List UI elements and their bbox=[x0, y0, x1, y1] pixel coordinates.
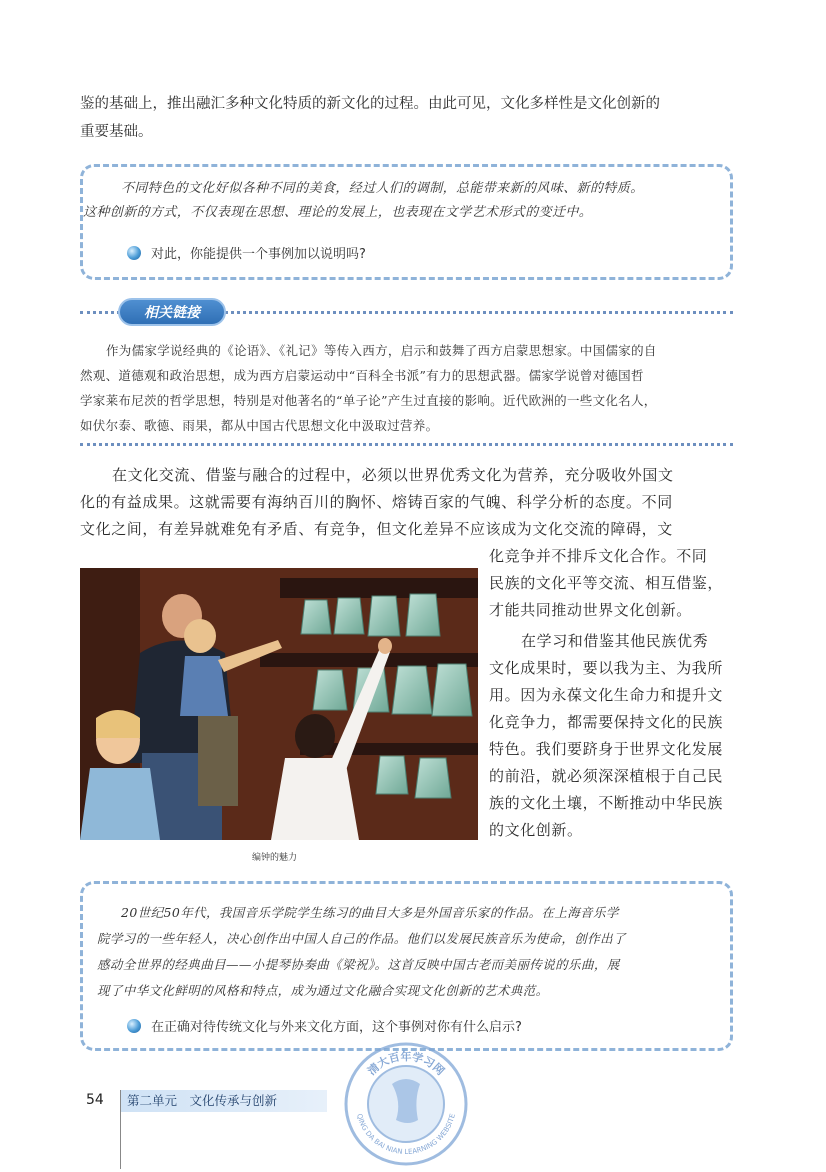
box1-question-text: 对此，你能提供一个事例加以说明吗? bbox=[151, 247, 366, 262]
related-link-bottom-rule bbox=[80, 443, 733, 446]
box2-line-4: 现了中华文化鲜明的风格和特点，成为通过文化融合实现文化创新的艺术典范。 bbox=[97, 983, 549, 998]
box2-line-1: 20世纪50年代，我国音乐学院学生练习的曲目大多是外国音乐家的作品。在上海音乐学 bbox=[121, 905, 619, 920]
thinking-box-2 bbox=[80, 881, 733, 1051]
main-line-3: 文化之间，有差异就难免有矛盾、有竞争，但文化差异不应该成为文化交流的障碍，文 bbox=[80, 520, 673, 538]
intro-paragraph bbox=[80, 90, 750, 146]
right-col-p2-line-3: 用。因为永葆文化生命力和提升文 bbox=[489, 686, 724, 704]
photo-caption: 编钟的魅力 bbox=[252, 853, 298, 863]
box1-line-2: 这种创新的方式，不仅表现在思想、理论的发展上，也表现在文学艺术形式的变迁中。 bbox=[83, 205, 593, 220]
main-paragraph bbox=[80, 462, 750, 543]
right-col-p2-line-7: 族的文化土壤，不断推动中华民族 bbox=[489, 794, 724, 812]
main-line-1: 在文化交流、借鉴与融合的过程中，必须以世界优秀文化为营养，充分吸收外国文 bbox=[112, 466, 674, 484]
related-link-badge: 相关链接 bbox=[118, 298, 226, 326]
seal-logo-icon bbox=[342, 1040, 470, 1168]
right-column-text bbox=[489, 543, 739, 844]
unit-label-text: 第二单元 文化传承与创新 bbox=[127, 1093, 278, 1108]
right-col-line-3: 才能共同推动世界文化创新。 bbox=[489, 601, 692, 619]
related-link-text bbox=[80, 338, 740, 438]
right-col-line-1: 化竞争并不排斥文化合作。不同 bbox=[489, 547, 708, 565]
box2-question bbox=[127, 1016, 522, 1035]
right-col-p2-line-5: 特色。我们要跻身于世界文化发展 bbox=[489, 740, 724, 758]
svg-text:QING DA BAI NIAN LEARNING WEBS: QING DA BAI NIAN LEARNING WEBSITE bbox=[355, 1112, 457, 1157]
box2-line-2: 院学习的一些年轻人，决心创作出中国人自己的作品。他们以发展民族音乐为使命，创作出了 bbox=[97, 931, 626, 946]
right-col-p2-line-8: 的文化创新。 bbox=[489, 821, 583, 839]
box2-text bbox=[97, 900, 626, 1004]
related-link-line-1: 作为儒家学说经典的《论语》、《礼记》等传入西方，启示和鼓舞了西方启蒙思想家。中国儒家的自 bbox=[106, 343, 657, 358]
related-link-line-4: 如伏尔泰、歌德、雨果，都从中国古代思想文化中汲取过营养。 bbox=[80, 418, 439, 433]
svg-text:清大百年学习网: 清大百年学习网 bbox=[365, 1050, 447, 1078]
box2-line-3: 感动全世界的经典曲目——小提琴协奏曲《梁祝》。这首反映中国古老而美丽传说的乐曲，展 bbox=[97, 957, 620, 972]
page-number: 54 bbox=[86, 1092, 104, 1108]
watermark-seal bbox=[342, 1040, 470, 1168]
intro-line-1: 鉴的基础上，推出融汇多种文化特质的新文化的过程。由此可见，文化多样性是文化创新的 bbox=[80, 96, 660, 112]
question-bullet-icon bbox=[127, 246, 141, 260]
box2-question-text: 在正确对待传统文化与外来文化方面，这个事例对你有什么启示? bbox=[151, 1020, 522, 1035]
right-col-p2-line-2: 文化成果时，要以我为主、为我所 bbox=[489, 659, 724, 677]
question-bullet-icon bbox=[127, 1019, 141, 1033]
related-link-line-3: 学家莱布尼茨的哲学思想，特别是对他著名的“单子论”产生过直接的影响。近代欧洲的一些文化名人， bbox=[80, 393, 657, 408]
main-line-2: 化的有益成果。这就需要有海纳百川的胸怀、熔铸百家的气魄、科学分析的态度。不同 bbox=[80, 493, 673, 511]
box1-line-1: 不同特色的文化好似各种不同的美食，经过人们的调制，总能带来新的风味、新的特质。 bbox=[121, 181, 644, 196]
bianzhong-photo bbox=[80, 568, 478, 840]
photo-illustration bbox=[80, 568, 478, 840]
right-col-p2-line-6: 的前沿，就必须深深植根于自己民 bbox=[489, 767, 724, 785]
right-col-line-2: 民族的文化平等交流、相互借鉴， bbox=[489, 574, 724, 592]
unit-label bbox=[121, 1090, 327, 1112]
related-link-line-2: 然观、道德观和政治思想，成为西方启蒙运动中“百科全书派”有力的思想武器。儒家学说曾对德国哲 bbox=[80, 368, 644, 383]
intro-line-2: 重要基础。 bbox=[80, 124, 153, 140]
thinking-box-1 bbox=[80, 164, 733, 280]
box1-question bbox=[127, 243, 366, 262]
right-col-p2-line-4: 化竞争力，都需要保持文化的民族 bbox=[489, 713, 724, 731]
right-col-p2-line-1: 在学习和借鉴其他民族优秀 bbox=[521, 632, 709, 650]
